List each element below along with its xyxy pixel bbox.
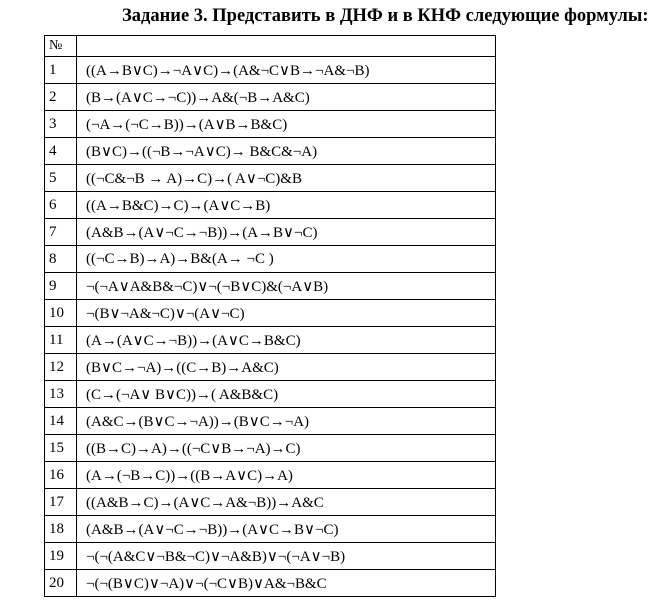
- table-row: [45, 246, 496, 273]
- row-number: 3: [45, 111, 77, 138]
- task-title: Задание 3. Представить в ДНФ и в КНФ следующие формулы:: [122, 6, 649, 26]
- row-formula: (A&C→(B∨C→¬A))→(B∨C→¬A): [77, 408, 496, 435]
- row-formula: ¬(¬(B∨C)∨¬A)∨¬(¬C∨B)∨A&¬B&C: [77, 570, 496, 597]
- row-number: 1: [45, 57, 77, 84]
- table-row: [45, 516, 496, 543]
- row-number: 12: [45, 354, 77, 381]
- row-number: 15: [45, 435, 77, 462]
- row-formula: (B→(A∨C→¬C))→A&(¬B→A&C): [77, 84, 496, 111]
- table-row: [45, 354, 496, 381]
- row-formula: (B∨C→¬A)→((C→B)→A&C): [77, 354, 496, 381]
- header-formula: [77, 36, 496, 57]
- row-formula: ¬(¬A∨A&B&¬C)∨¬(¬B∨C)&(¬A∨B): [77, 273, 496, 300]
- table-row: [45, 327, 496, 354]
- table-row: [45, 138, 496, 165]
- table-row: [45, 570, 496, 597]
- row-number: 10: [45, 300, 77, 327]
- row-formula: (A&B→(A∨¬C→¬B))→(A∨C→B∨¬C): [77, 516, 496, 543]
- row-number: 18: [45, 516, 77, 543]
- row-formula: ((B→C)→A)→((¬C∨B→¬A)→C): [77, 435, 496, 462]
- table-row: [45, 219, 496, 246]
- row-number: 4: [45, 138, 77, 165]
- row-number: 7: [45, 219, 77, 246]
- row-number: 16: [45, 462, 77, 489]
- row-number: 11: [45, 327, 77, 354]
- row-formula: ((¬C&¬B → A)→C)→( A∨¬C)&B: [77, 165, 496, 192]
- row-formula: (¬A→(¬C→B))→(A∨B→B&C): [77, 111, 496, 138]
- row-formula: (A→(¬B→C))→((B→A∨C)→A): [77, 462, 496, 489]
- row-number: 19: [45, 543, 77, 570]
- row-number: 14: [45, 408, 77, 435]
- row-formula: ¬(B∨¬A&¬C)∨¬(A∨¬C): [77, 300, 496, 327]
- table-row: [45, 273, 496, 300]
- row-formula: (A→(A∨C→¬B))→(A∨C→B&C): [77, 327, 496, 354]
- table-row: [45, 408, 496, 435]
- table-row: [45, 435, 496, 462]
- table-row: [45, 381, 496, 408]
- row-number: 8: [45, 246, 77, 273]
- row-formula: ((A&B→C)→(A∨C→A&¬B))→A&C: [77, 489, 496, 516]
- row-formula: (C→(¬A∨ B∨C))→( A&B&C): [77, 381, 496, 408]
- row-formula: (A&B→(A∨¬C→¬B))→(A→B∨¬C): [77, 219, 496, 246]
- row-formula: ((A→B&C)→C)→(A∨C→B): [77, 192, 496, 219]
- table-header-row: [45, 36, 496, 57]
- row-formula: ((A→B∨C)→¬A∨C)→(A&¬C∨B→¬A&¬B): [77, 57, 496, 84]
- table-row: [45, 57, 496, 84]
- table-row: [45, 300, 496, 327]
- table-row: [45, 192, 496, 219]
- row-number: 13: [45, 381, 77, 408]
- row-number: 6: [45, 192, 77, 219]
- table-row: [45, 111, 496, 138]
- row-number: 2: [45, 84, 77, 111]
- row-number: 5: [45, 165, 77, 192]
- formulas-table: [44, 35, 496, 597]
- row-formula: (B∨C)→((¬B→¬A∨C)→ B&C&¬A): [77, 138, 496, 165]
- row-number: 20: [45, 570, 77, 597]
- table-row: [45, 165, 496, 192]
- row-number: 17: [45, 489, 77, 516]
- table-row: [45, 84, 496, 111]
- row-number: 9: [45, 273, 77, 300]
- table-row: [45, 489, 496, 516]
- table-row: [45, 543, 496, 570]
- table-row: [45, 462, 496, 489]
- row-formula: ¬(¬(A&C∨¬B&¬C)∨¬A&B)∨¬(¬A∨¬B): [77, 543, 496, 570]
- row-formula: ((¬C→B)→A)→B&(A→ ¬C ): [77, 246, 496, 273]
- header-number: №: [45, 36, 77, 57]
